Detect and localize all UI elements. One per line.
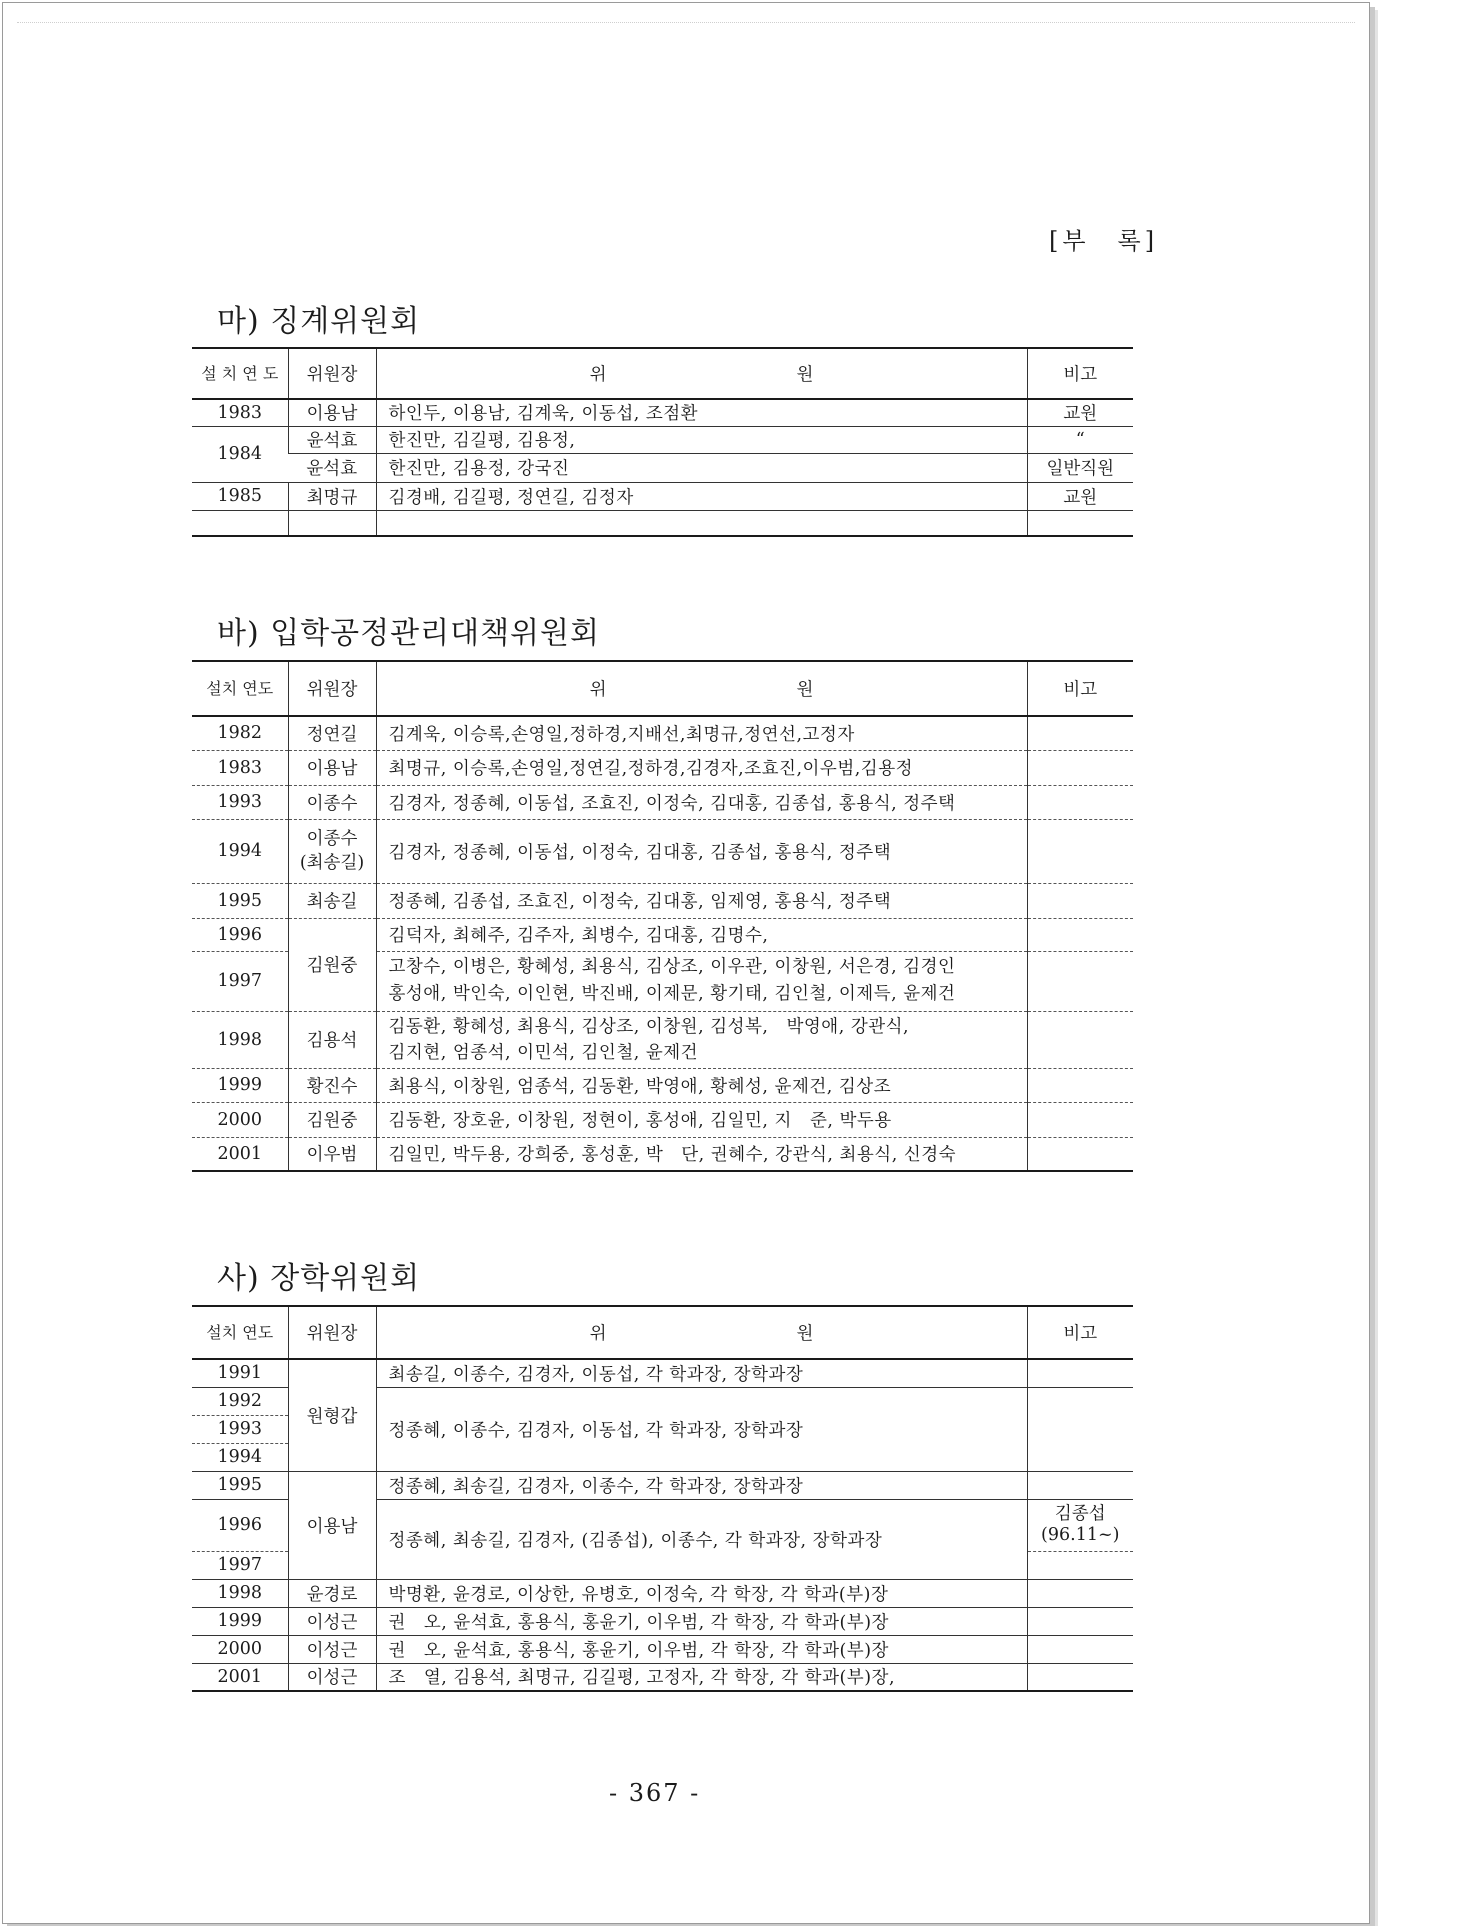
chair-cell — [288, 510, 376, 536]
year-cell: 1999 — [217, 1075, 263, 1095]
note-cell — [1027, 1551, 1133, 1579]
members-cell — [376, 1011, 1027, 1068]
chair-cell: 원형갑 — [288, 1359, 376, 1471]
chair-cell — [288, 819, 376, 883]
year-cell: 1997 — [217, 971, 263, 991]
note-cell — [1027, 1011, 1133, 1068]
year-cell: 1997 — [192, 1551, 288, 1579]
table-row — [192, 510, 1133, 536]
page-number: - 367 - — [609, 1779, 701, 1807]
note-line: (96.11~) — [1041, 1525, 1120, 1545]
year-cell: 1984 — [192, 426, 288, 482]
header-note: 비고 — [1027, 1306, 1133, 1359]
members-cell: 정종혜, 최송길, 김경자, 이종수, 각 학과장, 장학과장 — [376, 1471, 1027, 1499]
year-cell — [192, 510, 288, 536]
note-cell — [1027, 1579, 1133, 1607]
members-cell — [376, 951, 1027, 1011]
note-cell — [1027, 1102, 1133, 1137]
year-cell: 1993 — [217, 792, 263, 812]
note-cell — [1027, 1387, 1133, 1471]
year-cell: 2001 — [217, 1143, 263, 1164]
chair-cell: 이성근 — [288, 1635, 376, 1663]
note-cell — [1027, 1663, 1133, 1691]
table-row — [192, 1663, 1133, 1691]
header-members: 위 원 — [376, 1306, 1027, 1359]
members-cell: 한진만, 김길평, 김용정, — [376, 426, 1027, 453]
table-row — [192, 1635, 1133, 1663]
header-chair: 위원장 — [288, 661, 376, 716]
table-row — [192, 1137, 1133, 1171]
members-cell: 김덕자, 최혜주, 김주자, 최병수, 김대홍, 김명수, — [376, 918, 1027, 951]
note-cell: 교원 — [1027, 399, 1133, 426]
note-cell — [1027, 750, 1133, 785]
note-cell — [1027, 1635, 1133, 1663]
members-cell — [376, 510, 1027, 536]
table-row — [192, 1102, 1133, 1137]
table-row — [192, 1068, 1133, 1102]
table-row — [192, 1579, 1133, 1607]
table-row — [192, 750, 1133, 785]
members-cell: 조 열, 김용석, 최명규, 김길평, 고정자, 각 학장, 각 학과(부)장, — [376, 1663, 1027, 1691]
year-cell: 1983 — [217, 757, 263, 778]
members-cell: 최용식, 이창원, 엄종석, 김동환, 박영애, 황혜성, 윤제건, 김상조 — [376, 1068, 1027, 1102]
members-line: 김지현, 엄종석, 이민석, 김인철, 윤제건 — [388, 1042, 699, 1063]
note-cell — [1027, 1068, 1133, 1102]
members-cell: 권 오, 윤석효, 홍용식, 홍윤기, 이우범, 각 학장, 각 학과(부)장 — [376, 1607, 1027, 1635]
note-cell — [1027, 951, 1133, 1011]
year-cell: 1998 — [217, 1029, 263, 1050]
table-row — [192, 1359, 1133, 1387]
members-cell: 권 오, 윤석효, 홍용식, 홍윤기, 이우범, 각 학장, 각 학과(부)장 — [376, 1635, 1027, 1663]
chair-cell: 이성근 — [288, 1663, 376, 1691]
table-header-row — [192, 348, 1133, 399]
header-chair: 위원장 — [288, 348, 376, 399]
table-row — [192, 453, 1133, 482]
chair-cell: 황진수 — [288, 1068, 376, 1102]
members-cell: 정종혜, 최송길, 김경자, (김종섭), 이종수, 각 학과장, 장학과장 — [376, 1499, 1027, 1579]
note-cell — [1027, 510, 1133, 536]
table-row — [192, 399, 1133, 426]
year-cell: 1983 — [217, 402, 263, 423]
year-cell: 1996 — [217, 924, 263, 945]
header-members: 위 원 — [376, 348, 1027, 399]
chair-cell: 윤석효 — [288, 426, 376, 453]
year-cell: 1991 — [192, 1359, 288, 1387]
note-cell — [1027, 1359, 1133, 1387]
table-row — [192, 785, 1133, 819]
table-header-row — [192, 1306, 1133, 1359]
members-cell: 최명규, 이승록,손영일,정연길,정하경,김경자,조효진,이우범,김용정 — [376, 750, 1027, 785]
note-cell — [1027, 1137, 1133, 1171]
members-cell: 최송길, 이종수, 김경자, 이동섭, 각 학과장, 장학과장 — [376, 1359, 1027, 1387]
members-cell: 김일민, 박두용, 강희중, 홍성훈, 박 단, 권혜수, 강관식, 최용식, 신경숙 — [376, 1137, 1027, 1171]
table-row — [192, 1607, 1133, 1635]
note-cell — [1027, 1499, 1133, 1551]
note-cell — [1027, 716, 1133, 750]
year-cell: 2000 — [217, 1109, 263, 1130]
table-row — [192, 482, 1133, 510]
note-cell: “ — [1027, 426, 1133, 453]
header-note: 비고 — [1027, 348, 1133, 399]
note-cell: 일반직원 — [1027, 453, 1133, 482]
chair-cell: 김용석 — [288, 1011, 376, 1068]
scholarship-committee-table — [192, 1305, 1133, 1692]
chair-cell: 이성근 — [288, 1607, 376, 1635]
members-line: 김동환, 황혜성, 최용식, 김상조, 이창원, 김성복, 박영애, 강관식, — [388, 1016, 910, 1037]
members-cell: 김계욱, 이승록,손영일,정하경,지배선,최명규,정연선,고정자 — [376, 716, 1027, 750]
year-cell: 2001 — [217, 1666, 263, 1687]
members-cell: 하인두, 이용남, 김계욱, 이동섭, 조점환 — [376, 399, 1027, 426]
disciplinary-committee-table — [192, 347, 1133, 537]
year-cell: 1998 — [217, 1583, 263, 1603]
year-cell: 1995 — [192, 1471, 288, 1499]
chair-cell: 윤경로 — [288, 1579, 376, 1607]
note-cell — [1027, 785, 1133, 819]
members-cell: 김동환, 장호윤, 이창원, 정현이, 홍성애, 김일민, 지 준, 박두용 — [376, 1102, 1027, 1137]
section-title-disciplinary: 마) 징계위원회 — [217, 304, 421, 339]
year-cell: 2000 — [217, 1639, 263, 1659]
year-cell: 1994 — [192, 1443, 288, 1471]
year-cell: 1994 — [217, 841, 263, 861]
table-row — [192, 716, 1133, 750]
chair-cell: 이용남 — [288, 399, 376, 426]
chair-cell: 김원중 — [288, 918, 376, 1011]
members-line: 홍성애, 박인숙, 이인현, 박진배, 이제문, 황기태, 김인철, 이제득, 윤제건 — [388, 984, 956, 1004]
note-cell — [1027, 1607, 1133, 1635]
note-cell — [1027, 819, 1133, 883]
chair-cell: 이용남 — [288, 750, 376, 785]
note-cell — [1027, 883, 1133, 918]
table-row — [192, 819, 1133, 883]
chair-name: 이종수 — [306, 829, 358, 849]
table-header-row — [192, 661, 1133, 716]
header-note: 비고 — [1027, 661, 1133, 716]
header-members: 위 원 — [376, 661, 1027, 716]
note-cell: 교원 — [1027, 482, 1133, 510]
year-cell: 1995 — [217, 890, 263, 911]
note-cell — [1027, 918, 1133, 951]
members-line: 고창수, 이병은, 황혜성, 최용식, 김상조, 이우관, 이창원, 서은경, 김경인 — [388, 957, 956, 977]
table-row — [192, 1471, 1133, 1499]
section-title-scholarship: 사) 장학위원회 — [217, 1261, 421, 1296]
note-line: 김종섭 — [1054, 1504, 1106, 1524]
year-cell: 1996 — [192, 1499, 288, 1551]
year-cell: 1992 — [192, 1387, 288, 1415]
year-cell: 1982 — [217, 723, 263, 744]
header-year: 설치 연도 — [192, 661, 288, 716]
chair-cell: 이종수 — [288, 785, 376, 819]
chair-cell: 김원중 — [288, 1102, 376, 1137]
members-cell: 한진만, 김용정, 강국진 — [376, 453, 1027, 482]
header-chair: 위원장 — [288, 1306, 376, 1359]
members-cell: 김경자, 정종혜, 이동섭, 조효진, 이정숙, 김대홍, 김종섭, 홍용식, 정주택 — [376, 785, 1027, 819]
members-cell: 박명환, 윤경로, 이상한, 유병호, 이정숙, 각 학장, 각 학과(부)장 — [376, 1579, 1027, 1607]
chair-cell: 최명규 — [288, 482, 376, 510]
appendix-label: [부 록] — [1049, 227, 1159, 255]
chair-cell: 이우범 — [288, 1137, 376, 1171]
chair-cell: 최송길 — [288, 883, 376, 918]
members-cell: 김경자, 정종혜, 이동섭, 이정숙, 김대홍, 김종섭, 홍용식, 정주택 — [376, 819, 1027, 883]
chair-cell: 윤석효 — [306, 459, 358, 479]
header-year: 설치 연도 — [192, 1306, 288, 1359]
table-row — [192, 918, 1133, 951]
table-row — [192, 426, 1133, 453]
section-title-admission: 바) 입학공정관리대책위원회 — [217, 616, 600, 651]
header-year: 설 치 연 도 — [192, 348, 288, 399]
members-cell: 정종혜, 김종섭, 조효진, 이정숙, 김대홍, 임제영, 홍용식, 정주택 — [376, 883, 1027, 918]
admission-committee-table — [192, 660, 1133, 1172]
top-rule — [17, 22, 1355, 23]
table-row — [192, 1011, 1133, 1068]
year-cell: 1993 — [192, 1415, 288, 1443]
chair-name-alt: (최송길) — [299, 853, 365, 873]
members-cell: 정종혜, 이종수, 김경자, 이동섭, 각 학과장, 장학과장 — [376, 1387, 1027, 1471]
document-page — [2, 2, 1370, 1924]
chair-cell: 이용남 — [288, 1471, 376, 1579]
table-row — [192, 883, 1133, 918]
members-cell: 김경배, 김길평, 정연길, 김정자 — [376, 482, 1027, 510]
chair-cell: 정연길 — [288, 716, 376, 750]
year-cell: 1985 — [217, 486, 263, 506]
note-cell — [1027, 1471, 1133, 1499]
year-cell: 1999 — [217, 1611, 263, 1631]
